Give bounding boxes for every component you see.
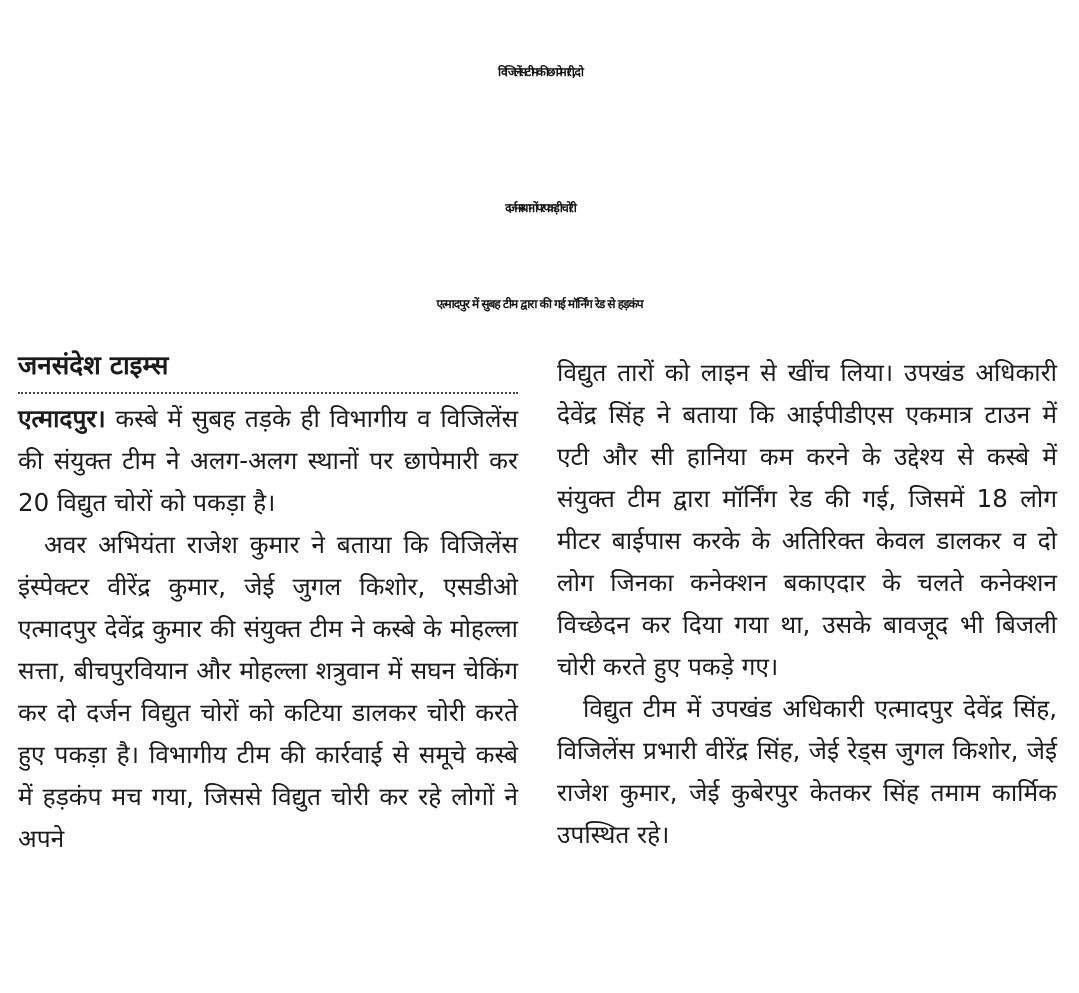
subheadline: एत्मादपुर में सुबह टीम द्वारा की गई मॉर्निंग रेड से हड़कंप bbox=[436, 297, 643, 311]
article-paragraph-2: अवर अभियंता राजेश कुमार ने बताया कि विजिलेंस इंस्पेक्टर वीरेंद्र कुमार, जेई जुगल किशोर, एसडीओ एत्मादपुर देवेंद्र कुमार की संयुक्त टीम ने कस्बे के मोहल्ला सत्ता, बीचपुरवियान और मोहल्ला शत्रुवान में सघन चेकिंग कर दो दर्जन विद्युत चोरों को कटिया डालकर चोरी करते हुए पकड़ा है। विभागीय टीम की कार्रवाई से समूचे कस्बे में हड़कंप मच गया, जिससे विद्युत चोरी कर रहे लोगों ने अपने bbox=[18, 530, 518, 853]
article-column-right bbox=[557, 352, 1057, 856]
dateline: एत्मादपुर। bbox=[18, 404, 106, 433]
article-paragraph-4: विद्युत टीम में उपखंड अधिकारी एत्मादपुर देवेंद्र सिंह, विजिलेंस प्रभारी वीरेंद्र सिंह, जेई रेड्स जुगल किशोर, जेई राजेश कुमार, जेई कुबेरपुर केतकर सिंह तमाम कार्मिक उपस्थित रहे। bbox=[557, 694, 1057, 849]
paragraph-1-text: कस्बे में सुबह तड़के ही विभागीय व विजिलेंस की संयुक्त टीम ने अलग-अलग स्थानों पर छापेमारी कर 20 विद्युत चोरों को पकड़ा है। bbox=[18, 404, 518, 517]
headline-line-2: दर्जन स्थानों पर पकड़ी चोरी bbox=[505, 201, 574, 215]
headline-line-1: विजिलेंस टीम की छापेमारी, दो bbox=[497, 65, 582, 79]
article-column-left bbox=[18, 398, 518, 860]
article-paragraph-3: विद्युत तारों को लाइन से खींच लिया। उपखंड अधिकारी देवेंद्र सिंह ने बताया कि आईपीडीएस एकमात्र टाउन में एटी और सी हानिया कम करने के उद्देश्य से कस्बे में संयुक्त टीम द्वारा मॉर्निंग रेड की गई, जिसमें 18 लोग मीटर बाईपास करके के अतिरिक्त केवल डालकर व दो लोग जिनका कनेक्शन बकाएदार के चलते कनेक्शन विच्छेदन कर दिया गया था, उसके बावजूद भी बिजली चोरी करते हुए पकड़े गए। bbox=[557, 358, 1057, 681]
byline-divider bbox=[18, 392, 518, 394]
article-paragraph-1 bbox=[18, 398, 518, 524]
byline: जनसंदेश टाइम्स bbox=[18, 351, 169, 381]
